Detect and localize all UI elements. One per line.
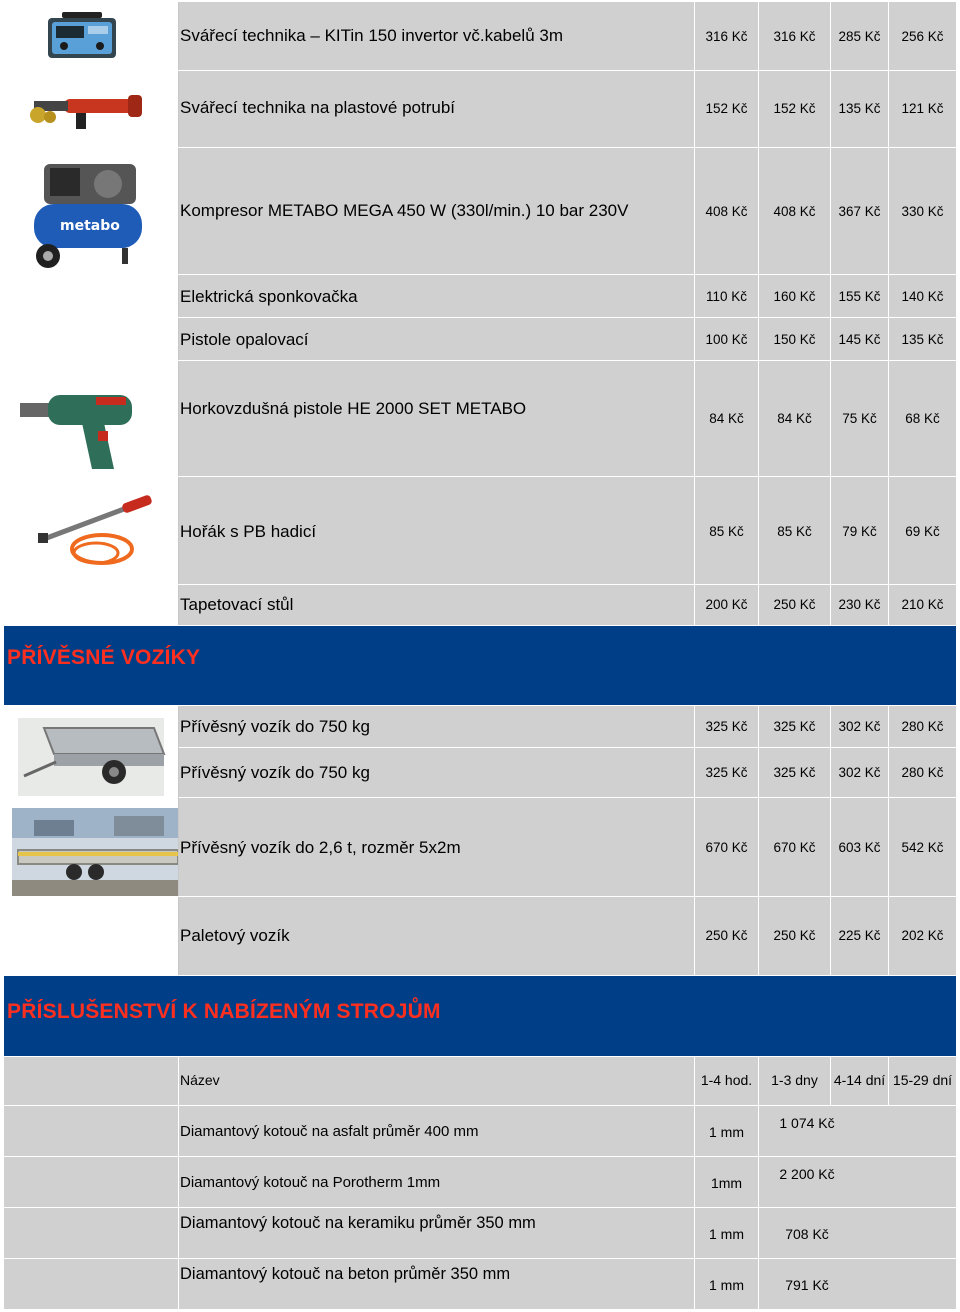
price-1-3d: 150 Kč	[773, 332, 816, 347]
accessory-unit: 1 mm	[709, 1124, 744, 1140]
price-1-3d: 160 Kč	[773, 289, 816, 304]
price-15-29d: 210 Kč	[901, 597, 944, 612]
table-row	[4, 477, 956, 585]
price-15-29d: 140 Kč	[901, 289, 944, 304]
product-image-cell	[4, 585, 179, 625]
trailer-image-cell	[4, 706, 179, 798]
price-15-29d: 69 Kč	[905, 524, 940, 539]
product-name: Elektrická sponkovačka	[180, 287, 358, 306]
inverter-welder-image	[4, 2, 178, 70]
price-4-14d: 285 Kč	[838, 29, 881, 44]
accessory-name-cell	[179, 1157, 694, 1207]
table-row	[4, 2, 956, 71]
table-row	[4, 1157, 956, 1208]
price-4-14d: 230 Kč	[838, 597, 881, 612]
price-4-14d: 75 Kč	[842, 411, 877, 426]
table-row	[4, 1259, 956, 1310]
product-name: Hořák s PB hadicí	[180, 522, 317, 541]
price-1-4h: 100 Kč	[705, 332, 748, 347]
product-name: Přívěsný vozík do 750 kg	[180, 717, 370, 736]
product-image-cell	[4, 477, 179, 584]
price-1-4h: 200 Kč	[705, 597, 748, 612]
price-1-4h: 325 Kč	[705, 719, 748, 734]
price-15-29d: 68 Kč	[905, 411, 940, 426]
accessory-name-cell	[179, 1259, 694, 1309]
table-row	[4, 1106, 956, 1157]
product-name-cell	[179, 706, 694, 747]
accessory-name-cell	[179, 1106, 694, 1156]
table-row	[4, 897, 956, 976]
column-header-1-4h: 1-4 hod.	[700, 1072, 753, 1088]
product-image-cell	[4, 2, 179, 70]
product-name: Tapetovací stůl	[180, 595, 294, 614]
price-15-29d: 202 Kč	[901, 928, 944, 943]
price-15-29d: 330 Kč	[901, 204, 944, 219]
product-name-cell	[179, 148, 694, 274]
product-name: Přívěsný vozík do 750 kg	[180, 763, 370, 782]
table-row	[4, 361, 956, 477]
price-15-29d: 542 Kč	[901, 840, 944, 855]
price-1-3d: 325 Kč	[773, 719, 816, 734]
product-image-cell	[4, 897, 179, 975]
table-row	[4, 71, 956, 148]
product-image-cell	[4, 148, 179, 274]
price-1-4h: 250 Kč	[705, 928, 748, 943]
price-1-3d: 152 Kč	[773, 101, 816, 116]
price-1-3d: 84 Kč	[777, 411, 812, 426]
product-name: Svářecí technika – KITin 150 invertor vč.kabelů 3m	[180, 26, 563, 45]
accessory-unit: 1 mm	[709, 1226, 744, 1242]
product-name: Přívěsný vozík do 2,6 t, rozměr 5x2m	[180, 838, 461, 857]
table-row	[4, 1208, 956, 1259]
price-1-4h: 316 Kč	[705, 29, 748, 44]
accessory-price: 708 Kč	[785, 1226, 829, 1242]
accessory-price: 791 Kč	[785, 1277, 829, 1293]
product-image-cell	[4, 318, 179, 360]
price-1-4h: 85 Kč	[709, 524, 744, 539]
trailer-image-cell	[4, 798, 179, 896]
price-4-14d: 225 Kč	[838, 928, 881, 943]
product-name-cell	[179, 71, 694, 147]
section-header-trailers	[4, 626, 956, 705]
product-image-cell	[4, 361, 179, 476]
product-name: Horkovzdušná pistole HE 2000 SET METABO	[180, 399, 527, 418]
price-4-14d: 135 Kč	[838, 101, 881, 116]
product-name: Svářecí technika na plastové potrubí	[180, 98, 455, 117]
table-row	[4, 585, 956, 626]
product-image-cell	[4, 71, 179, 147]
accessory-unit: 1mm	[710, 1175, 743, 1191]
heat-gun-image	[4, 361, 178, 476]
price-1-3d: 250 Kč	[773, 597, 816, 612]
price-1-4h: 670 Kč	[705, 840, 748, 855]
table-header-row	[4, 1057, 956, 1106]
price-1-4h: 152 Kč	[705, 101, 748, 116]
product-name-cell	[179, 275, 694, 317]
section-title: PŘÍSLUŠENSTVÍ K NABÍZENÝM STROJŮM	[7, 1000, 441, 1023]
price-4-14d: 155 Kč	[838, 289, 881, 304]
product-name-cell	[179, 798, 694, 896]
accessory-unit: 1 mm	[709, 1277, 744, 1293]
table-row	[4, 706, 956, 748]
price-1-4h: 408 Kč	[705, 204, 748, 219]
product-name-cell	[179, 748, 694, 797]
accessory-name: Diamantový kotouč na keramiku průměr 350 mm	[180, 1214, 536, 1232]
product-name-cell	[179, 585, 694, 625]
trailer-image	[4, 706, 178, 798]
product-name-cell	[179, 897, 694, 975]
accessory-name-cell	[179, 1208, 694, 1258]
accessory-name: Diamantový kotouč na Porotherm 1mm	[180, 1174, 441, 1191]
price-15-29d: 121 Kč	[901, 101, 944, 116]
price-1-3d: 85 Kč	[777, 524, 812, 539]
price-4-14d: 145 Kč	[838, 332, 881, 347]
section-header-accessories	[4, 976, 956, 1056]
price-1-3d: 325 Kč	[773, 765, 816, 780]
column-header-15-29d: 15-29 dní	[892, 1072, 953, 1088]
accessory-name: Diamantový kotouč na asfalt průměr 400 mm	[180, 1123, 479, 1140]
product-name-cell	[179, 477, 694, 584]
column-header-1-3d: 1-3 dny	[771, 1072, 818, 1088]
product-name-cell	[179, 318, 694, 360]
price-1-3d: 670 Kč	[773, 840, 816, 855]
product-name-cell	[179, 361, 694, 476]
column-header-cell	[179, 1057, 694, 1105]
price-1-3d: 250 Kč	[773, 928, 816, 943]
table-row	[4, 148, 956, 275]
price-4-14d: 367 Kč	[838, 204, 881, 219]
price-4-14d: 79 Kč	[842, 524, 877, 539]
price-1-3d: 316 Kč	[773, 29, 816, 44]
column-header-name: Název	[180, 1072, 220, 1088]
product-name: Kompresor METABO MEGA 450 W (330l/min.) 10 bar 230V	[180, 201, 629, 220]
accessory-name: Diamantový kotouč na beton průměr 350 mm	[180, 1265, 511, 1283]
product-image-cell	[4, 275, 179, 317]
price-1-3d: 408 Kč	[773, 204, 816, 219]
plastic-pipe-welder-image	[4, 71, 178, 147]
price-4-14d: 603 Kč	[838, 840, 881, 855]
price-15-29d: 280 Kč	[901, 765, 944, 780]
price-15-29d: 135 Kč	[901, 332, 944, 347]
table-row	[4, 798, 956, 897]
column-header-4-14d: 4-14 dní	[833, 1072, 886, 1088]
price-15-29d: 280 Kč	[901, 719, 944, 734]
table-row	[4, 275, 956, 318]
product-name: Paletový vozík	[180, 926, 290, 945]
product-name-cell	[179, 2, 694, 70]
price-4-14d: 302 Kč	[838, 765, 881, 780]
accessory-price: 2 200 Kč	[779, 1166, 835, 1182]
product-name: Pistole opalovací	[180, 330, 309, 349]
section-title: PŘÍVĚSNÉ VOZÍKY	[7, 646, 201, 669]
price-1-4h: 325 Kč	[705, 765, 748, 780]
large-trailer-image	[4, 798, 178, 896]
accessory-price: 1 074 Kč	[779, 1115, 835, 1131]
price-4-14d: 302 Kč	[838, 719, 881, 734]
metabo-compressor-image	[4, 148, 178, 274]
table-row	[4, 318, 956, 361]
price-1-4h: 110 Kč	[705, 289, 748, 304]
svg-text:metabo: metabo	[60, 218, 120, 234]
price-15-29d: 256 Kč	[901, 29, 944, 44]
price-1-4h: 84 Kč	[709, 411, 744, 426]
gas-torch-image	[4, 477, 178, 584]
